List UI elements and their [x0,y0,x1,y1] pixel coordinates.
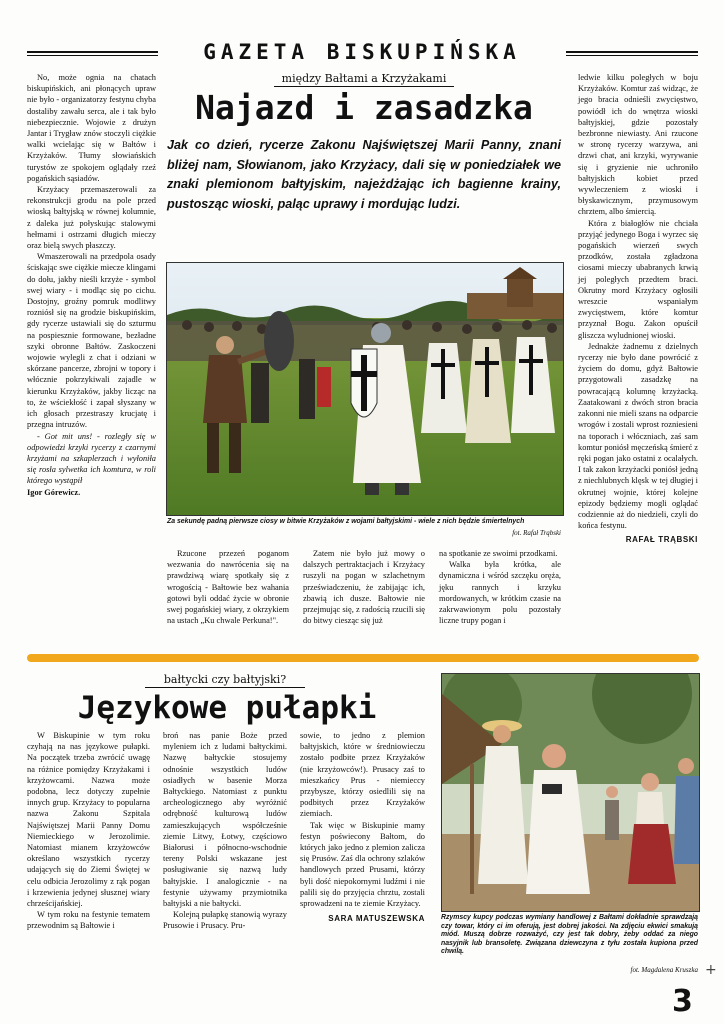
paragraph: Kolejną pułapkę stanowią wyrazy Prusowie i Prusacy. Pru- [163,910,287,931]
article1-right-column [578,72,698,546]
battle-photo-caption: Za sekundę padną pierwsze ciosy w bitwie Krzyżaków z wojami bałtyjskimi - wiele z nich będzie śmiertelnych [167,518,525,525]
battle-photo-image [167,263,563,515]
paragraph: Zatem nie było już mowy o dalszych pertraktacjach i Krzyżacy ruszyli na pogan w szlachetnym przeświadczeniu, że zabijając ich, zbawią ich dusze. Bałtowie nie przejmując się, z radością rzucili się do bitwy ciesząc się już [303,549,425,626]
paragraph: broń nas panie Boże przed myleniem ich z ludami bałtyckimi. Nazwę bałtyckie stosujemy odnośnie wszystkich ludów osiadłych w basenie Morza Bałtyckiego. Natomiast z punktu archeologicznego aby wyróżnić odrębność kulturową ludów zamieszkujących współcześnie ziemie Litwy, Łotwy, częściowo Białorusi i północno-wschodnie tereny Polski wskazane jest posługiwanie się nazwą ludy bałtyjskie. I analogicznie - na festynie używamy przymiotnika bałtyjski a nie bałtycki. [163,731,287,909]
article1-bottom-column-1 [167,548,289,626]
article1-bottom-column-2 [303,548,425,626]
masthead-rule-left [27,51,158,56]
article1-kicker: między Bałtami a Krzyżakami [274,72,454,87]
registration-mark: + [705,962,717,978]
paragraph: Krzyżacy przemaszerowali za rekonstrukcji grodu na pole przed wioską bałtyjską w równej kolumnie, z daleka już połyskując stalowymi hełmami i ostrzami długich mieczy oraz bielą swych płaszczy. [27,185,156,251]
article2-signature: SARA MATUSZEWSKA [328,914,425,924]
merchants-photo [441,673,700,912]
paragraph: No, może ognia na chatach biskupińskich, ani płonących upraw nie było - organizatorzy festynu chyba dostaliby zawału serca, ale i tak było niebezpiecznie. Wojowie z drużyn Jantar i Trygław znów stoczyli ciężkie walki wcielając się w Bałtów i Krzyżaków. Tłumy słowiańskich turystów ze spokojem oglądały rzeź pogańskich sąsiadów. [27,73,156,183]
page-number: 3 [672,984,693,1019]
merchants-photo-caption: Rzymscy kupcy podczas wymiany handlowej z Bałtami dokładnie sprawdzają czy towar, który ci im oferują, jest dobrej jakości. Na zdjęciu ekwici smakują miód. Muszą dobrze rozważyć, czy jest tak dobry, żeby oddać za niego nasyjnik lub bransoletę. Związana dziewczyna z tyłu została kupiona przed chwilą. [441,914,698,956]
masthead-rule-right [566,51,698,56]
article2-column-3 [300,730,425,924]
merchants-photo-image [442,674,699,911]
paragraph: ledwie kilku poległych w boju Krzyżaków. Komtur zaś widząc, że jego bracia odnieśli zwycięstwo, powiódł ich do wnętrza wioski bałtyjskiej, gdzie pozostały bezbronne niewiasty. Ani rzucone w stronę rycerzy warzywa, ani drzwi chat, ani krzyki, wyrywanie się i gryzienie nie uchroniło bałtyjskich kobiet przed wywleczeniem z wioski i błyskawicznym, przymusowym chrztem, albo śmiercią. [578,73,698,217]
battle-photo [166,262,564,516]
article2-title: Językowe pułapki [77,690,377,726]
paragraph: Wmaszerowali na przedpola osady ściskając swe ciężkie miecze klingami do dołu, jakby nieśli krzyże - symbol swej wiary - i modląc się po cichu. Dostojny, groźny pomruk modlitwy rozniósł się na grodzie biskupińskim, gdy rycerze ustawiali się do szturmu na pospiesznie formowane, bezładne szyki obronne Bałtów. Zaskoczeni wojowie wylegli z chat i odziani w skórzane pancerze, zbrojni w topory i włócznie pokrzykiwali zajadle w kierunku Krzyżaków, jakby licząc na to, że wściekłość i zapał słyszany w ich głosach przestraszy krucjatę i przegna intruzów. [27,252,156,430]
paragraph: Tak więc w Biskupinie mamy festyn poświecony Bałtom, do których jako jedno z plemion zalicza się Prusów. Zaś dla ochrony szlaków handlowych przed Prusami, którzy byli dość niepokornymi ludźmi i nie palili się do przyjęcia chrztu, zostali sprowadzeni na te ziemie Krzyżacy. [300,820,425,909]
article2-column-1 [27,730,150,932]
paragraph: Rzucone przezeń poganom wezwania do nawrócenia się na prawdziwą wiarę spotkały się z wrogością - Bałtowie bez wahania gotowi byli oddać życie w obronie swej pogańskiej wiary, z okrzykiem na ustach „Ku chwale Perkuna!". [167,549,289,626]
paragraph: na spotkanie ze swoimi przodkami. [439,549,558,558]
paragraph: sowie, to jedno z plemion bałtyjskich, które w średniowieczu zostało podbite przez Krzyżaków (nie krzyżowców!). Prusacy zaś to mieszkańcy Prus - niemieccy przybysze, którzy osiedlili się na podbitych przez Krzyżaków ziemiach. [300,731,425,819]
merchants-photo-credit: fot. Magdalena Kruszka [630,966,698,974]
article1-bottom-column-3 [439,548,561,626]
article2-kicker: bałtycki czy bałtyjski? [145,673,305,688]
author-name: Igor Górewicz. [27,487,81,497]
article1-title: Najazd i zasadzka [195,88,533,127]
article2-column-2 [163,730,287,932]
paragraph: Walka była krótka, ale dynamiczna i wśród szczęku oręża, jęku rannych i krzyku mordowanych, w krótkim czasie na zakrwawionym polu pozostały liczne trupy pogan i [439,560,561,626]
article1-left-column [27,72,156,498]
article1-lead: Jak co dzień, rycerze Zakonu Najświętszej Marii Panny, znani bliżej nam, Słowianom, jako Krzyżacy, dali się w poniedziałek we znaki plemionom bałtyjskim, najeżdżając ich bagienne krainy, pustosząc wioski, paląc uprawy i mordując ludzi. [167,138,561,211]
paragraph: Która z białogłów nie chciała przyjąć jedynego Boga i wyrzec się pogańskich wierzeń swych przodków, została zgładzona ciosami mieczy ubabranych krwią jej poległych przedtem braci. Okrutny mord Krzyżacy ogłosili wreszcie wspaniałym zwycięstwem, które komtur przyznał Bogu. Zakon opuścił gliszcza wyludnionej wioski. [578,218,698,340]
paragraph: Jednakże żadnemu z dzielnych rycerzy nie było dane powrócić z życiem do domu, gdyż Bałtowie przygotowali zasadzkę na powracającą kolumnę krzyżacką. Zaatakowani z dwóch stron bracia zakonni nie mieli szans na odparcie wrogów i zostali wprost rozniesieni na toporach i włóczniach, zaś sam komtur poniósł męczeńską śmierć z ręki pogan jako ostatni z ocalałych. I tak zakon krzyżacki poniósł jedną z niechlubnych klęsk w tej długiej i okrutnej wojnie, której kolejne epizody będziemy mogli oglądać codziennie aż do niedzieli, czyli do końca festynu. [578,341,699,531]
paragraph: W tym roku na festynie tematem przewodnim są Bałtowie i [27,910,150,931]
battle-photo-credit: fot. Rafał Trąbski [512,529,561,537]
section-divider [27,654,699,662]
paragraph: W Biskupinie w tym roku czyhają na nas językowe pułapki. Na początek trzeba zwrócić uwagę na różnice pomiędzy Krzyżakami i krzyżowcami. Nazwa może podobna, lecz dotyczy zupełnie innych grup. Krzyżacy to popularna nazwa Zakonu Szpitala Najświętszej Marii Panny Domu Niemieckiego w Jerozolimie. Natomiast mianem krzyżowców określano wszystkich rycerzy udających się do Ziemi Świętej w celu odbicia Jerozolimy z rąk pogan i krzewienia jedynej słusznej wiary chrześcijańskiej. [27,731,150,909]
masthead-title: GAZETA BISKUPIŃSKA [203,40,521,64]
article1-signature: RAFAŁ TRĄBSKI [625,535,698,545]
paragraph: - Got mit uns! - rozległy się w odpowiedzi krzyki rycerzy z czarnymi krzyżami na szkaplerzach i wyłoniła się rosła sylwetka ich komtura, w roli którego wystąpił [27,431,156,486]
